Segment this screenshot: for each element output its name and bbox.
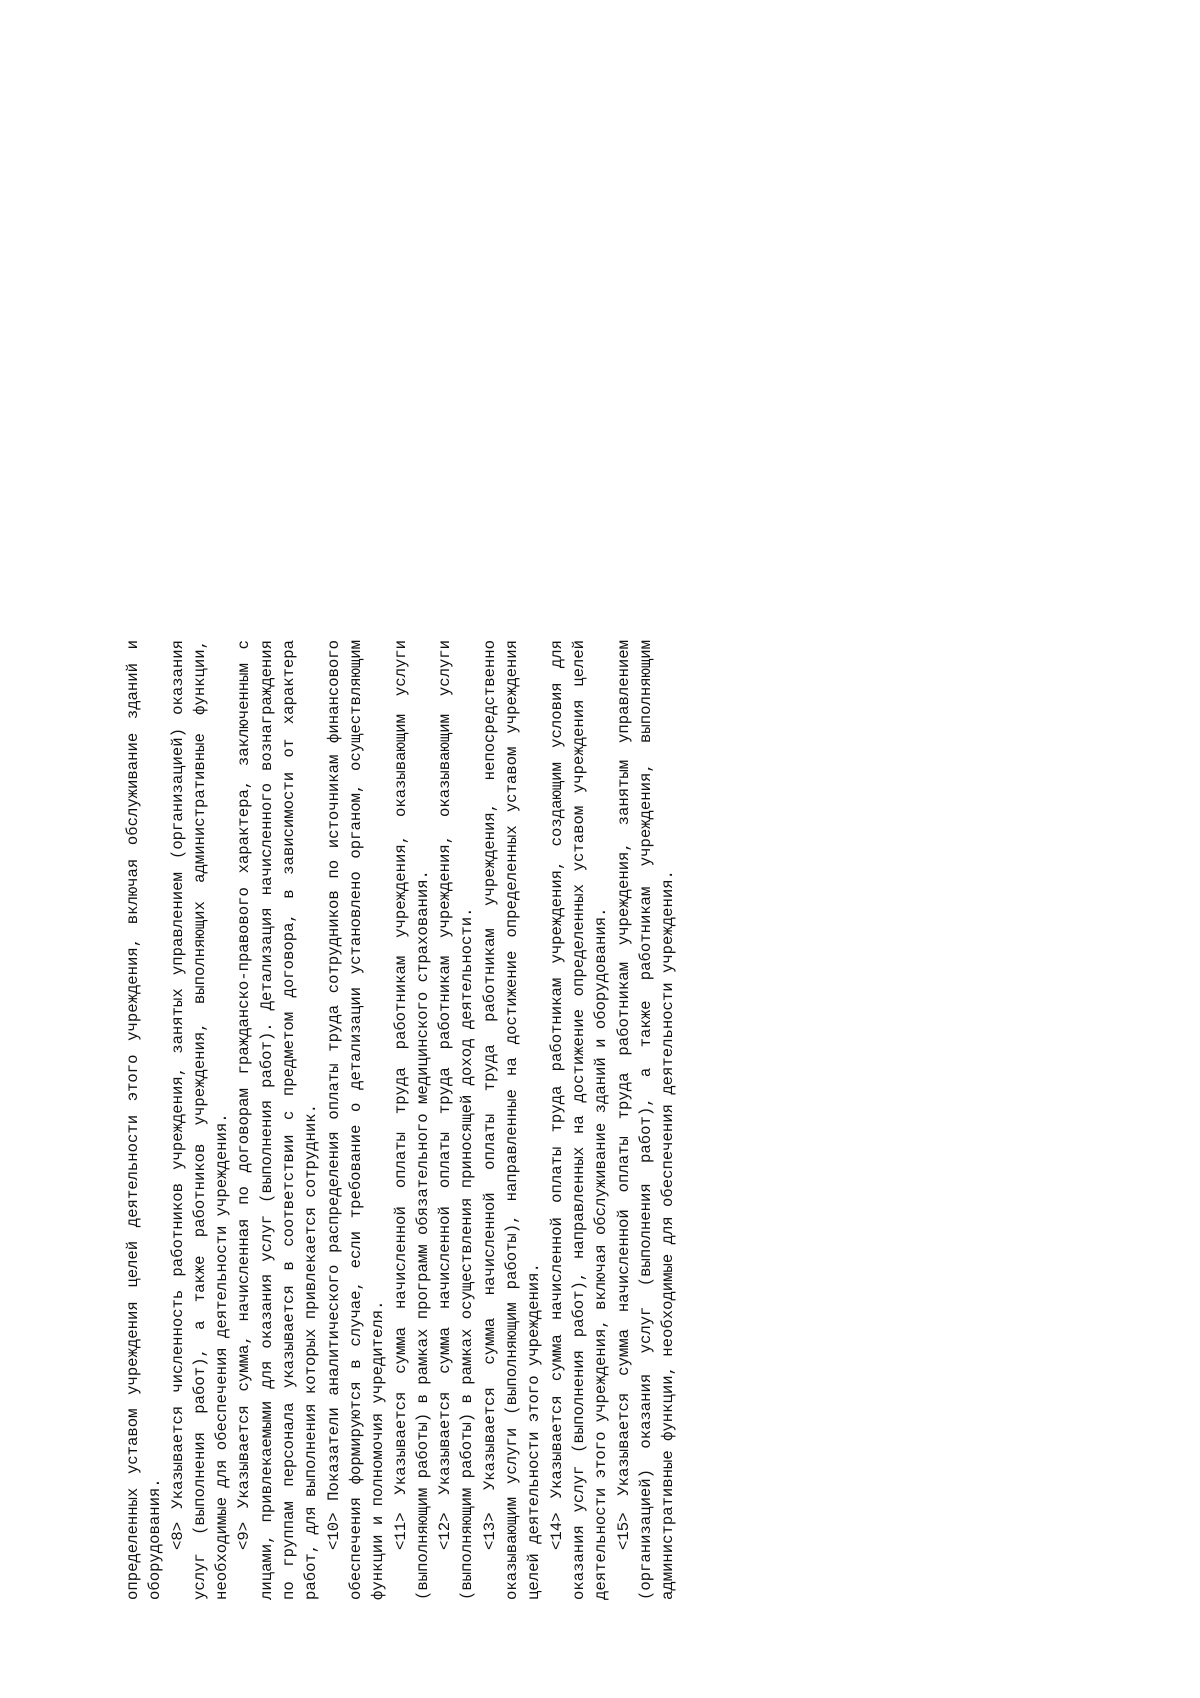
footnote-14: <14> Указывается сумма начисленной оплаты труда работникам учреждения, создающим условия для оказания услуг (выполнения работ), направленных на достижение определенных уставом учреждения целей деятельности этого учреждения, включая обслуживание зданий и оборудования.: [547, 640, 611, 1600]
footnote-8: <8> Указывается численность работников учреждения, занятых управлением (организацией) оказания услуг (выполнения работ), а также работников учреждения, выполняющих административные функции, необходимые для обеспечения деятельности учреждения.: [168, 640, 232, 1600]
footnotes-block: [122, 640, 679, 1600]
rotated-page: [122, 640, 679, 1600]
footnote-13: <13> Указывается сумма начисленной оплаты труда работникам учреждения, непосредственно оказывающим услуги (выполняющим работы), направленные на достижение определенных уставом учреждения целей деятельности этого учреждения.: [480, 640, 544, 1600]
footnote-15: <15> Указывается сумма начисленной оплаты труда работникам учреждения, занятым управлением (организацией) оказания услуг (выполнения работ), а также работникам учреждения, выполняющим административные функции, необходимые для обеспечения деятельности учреждения.: [614, 640, 678, 1600]
footnote-9: <9> Указывается сумма, начисленная по договорам гражданско-правового характера, заключенным с лицами, привлекаемыми для оказания услуг (выполнения работ). Детализация начисленного вознаграждения по группам персонала указывается в соответствии с предметом договора, в зависимости от характера работ, для выполнения которых привлекается сотрудник.: [235, 640, 321, 1600]
footnote-12: <12> Указывается сумма начисленной оплаты труда работникам учреждения, оказывающим услуги (выполняющим работы) в рамках осуществления приносящей доход деятельности.: [436, 640, 477, 1600]
footnote-11: <11> Указывается сумма начисленной оплаты труда работникам учреждения, оказывающим услуги (выполняющим работы) в рамках программ обязательного медицинского страхования.: [391, 640, 432, 1600]
footnote-10: <10> Показатели аналитического распределения оплаты труда сотрудников по источникам финансового обеспечения формируются в случае, если требование о детализации установлено органом, осуществляющим функции и полномочия учредителя.: [324, 640, 388, 1600]
footnote-continuation: определенных уставом учреждения целей деятельности этого учреждения, включая обслуживание зданий и оборудования.: [124, 640, 165, 1600]
